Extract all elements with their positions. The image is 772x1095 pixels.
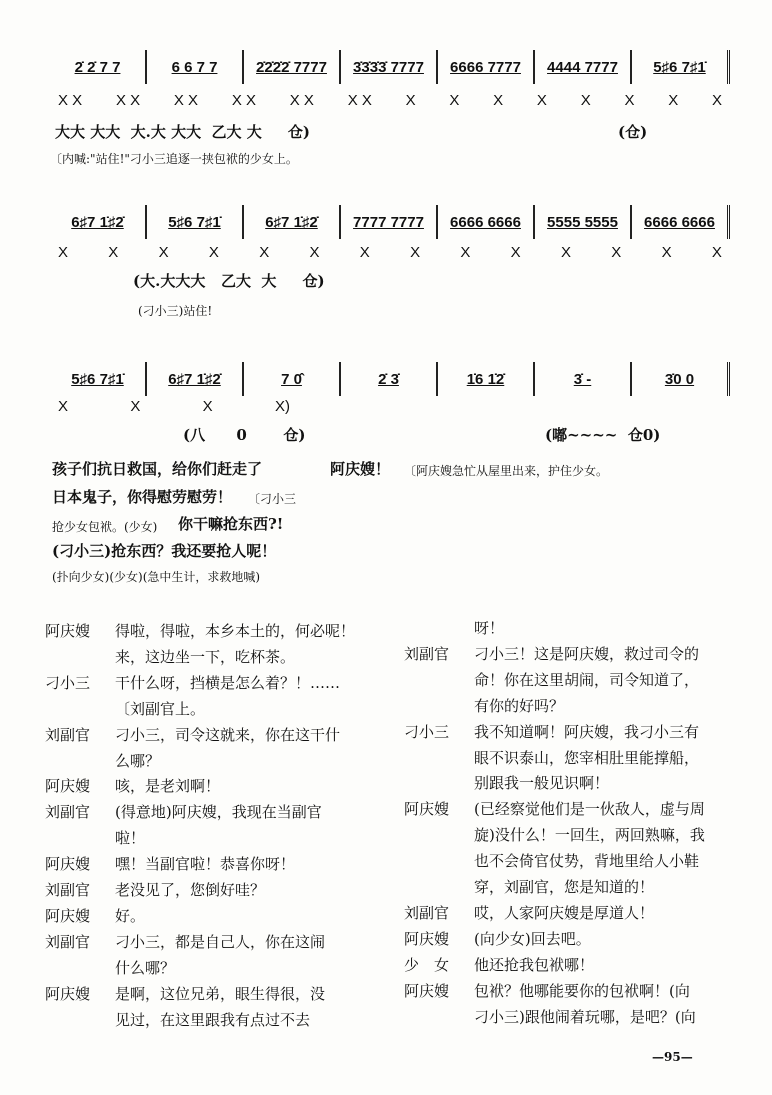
dialogue-text: 哎，人家阿庆嫂是厚道人！ bbox=[474, 903, 655, 922]
measure: 6666 6666 bbox=[438, 205, 535, 239]
percussion-end-3: (嘟~~~~ 仓0) bbox=[545, 426, 661, 444]
dialogue-line bbox=[45, 774, 355, 800]
call-stage-direction: 〔阿庆嫂急忙从屋里出来，护住少女。 bbox=[404, 464, 609, 478]
dialogue-text: 刁小三)跟他闹着玩哪，是吧？(向 bbox=[474, 1007, 696, 1026]
dialogue-line bbox=[45, 956, 355, 982]
beat-mark: X X bbox=[173, 91, 199, 109]
speaker-name bbox=[404, 746, 474, 772]
dialogue-text: 命！你在这里胡闹，司令知道了， bbox=[474, 670, 700, 689]
speaker-name: 刁小三 bbox=[45, 673, 91, 692]
speaker-name: 刘副官 bbox=[404, 644, 450, 663]
dialogue-text: 嘿！当副官啦！恭喜你呀！ bbox=[115, 855, 296, 874]
dialogue-text: 我不知道啊！阿庆嫂，我刁小三有 bbox=[474, 722, 700, 741]
speaker-name bbox=[45, 1008, 115, 1034]
measure: 2̇ 2̇ 7 7 bbox=[50, 50, 147, 84]
dialogue-line bbox=[45, 800, 355, 826]
dialogue-text: 么哪？ bbox=[115, 751, 161, 770]
beat-mark: X bbox=[309, 243, 320, 261]
dialogue-line bbox=[404, 901, 705, 927]
beat-mark: X bbox=[259, 243, 270, 261]
notes-row-2 bbox=[50, 205, 730, 239]
measure: 3̇ - bbox=[535, 362, 632, 396]
speaker-name bbox=[404, 771, 474, 797]
measure: 6♯7 1̇♯2̇ bbox=[50, 205, 147, 239]
measure: 6666 7777 bbox=[438, 50, 535, 84]
dialogue-text: 咳，是老刘啊！ bbox=[115, 777, 221, 796]
speaker-name: 刘副官 bbox=[45, 881, 91, 900]
measure: 6♯7 1̇♯2̇ bbox=[244, 205, 341, 239]
dialogue-text: 好。 bbox=[115, 906, 146, 925]
beat-mark: X bbox=[611, 243, 622, 261]
dialogue-line bbox=[45, 723, 355, 749]
beat-mark: X bbox=[58, 397, 69, 415]
percussion-line-1: 大大 大大 大.大 大大 乙大 大 仓) bbox=[55, 123, 310, 141]
dialogue-line bbox=[404, 927, 705, 953]
speaker-name bbox=[45, 645, 115, 671]
speaker-name bbox=[404, 616, 474, 642]
beat-mark: X X bbox=[289, 91, 314, 109]
beat-mark: X bbox=[410, 243, 421, 261]
dialogue-text: 啦！ bbox=[115, 829, 146, 848]
measure: 2̇2̇2̇2̇ 7777 bbox=[244, 50, 341, 84]
speaker-name bbox=[404, 668, 474, 694]
dialogue-line bbox=[45, 1008, 355, 1034]
speaker-name: 阿庆嫂 bbox=[404, 981, 450, 1000]
speaker-name: 阿庆嫂 bbox=[45, 984, 91, 1003]
lyric-note-1: 〔刁小三 bbox=[248, 492, 297, 506]
measure: 5♯6 7♯1̇ bbox=[147, 205, 244, 239]
speaker-name: 阿庆嫂 bbox=[45, 855, 91, 874]
beat-row-3 bbox=[50, 396, 290, 416]
dialogue-text: 也不会倚官仗势，背地里给人小鞋 bbox=[474, 852, 700, 871]
dialogue-line bbox=[45, 878, 355, 904]
beat-mark: X bbox=[202, 397, 213, 415]
speaker-name bbox=[404, 823, 474, 849]
dialogue-line bbox=[404, 668, 705, 694]
speaker-name: 阿庆嫂 bbox=[404, 800, 450, 819]
dialogue-line bbox=[404, 642, 705, 668]
beat-mark: X bbox=[58, 243, 69, 261]
dialogue-text: 眼不识泰山，您宰相肚里能撑船， bbox=[474, 748, 700, 767]
dialogue-text: (得意地)阿庆嫂，我现在当副官 bbox=[115, 803, 322, 822]
lyric-note-3: (扑向少女)(少女)(急中生计，求救地喊) bbox=[52, 570, 261, 584]
beat-mark: X) bbox=[274, 397, 290, 415]
dialogue-line bbox=[45, 645, 355, 671]
dialogue-line bbox=[45, 697, 355, 723]
speaker-name bbox=[404, 694, 474, 720]
beat-mark: X bbox=[130, 397, 141, 415]
dialogue-text: 刁小三！这是阿庆嫂，救过司令的 bbox=[474, 644, 700, 663]
beat-mark: X bbox=[668, 91, 679, 109]
beat-mark: X bbox=[536, 91, 547, 109]
dialogue-text: 别跟我一般见识啊！ bbox=[474, 774, 610, 793]
dialogue-text: 〔刘副官上。 bbox=[115, 699, 206, 718]
speaker-name: 少 女 bbox=[404, 955, 450, 974]
measure: 7777 7777 bbox=[341, 205, 438, 239]
measure: 3̇3̇3̇3̇ 7777 bbox=[341, 50, 438, 84]
measure: 6666 6666 bbox=[632, 205, 730, 239]
dialogue-line bbox=[45, 749, 355, 775]
measure: 5555 5555 bbox=[535, 205, 632, 239]
measure: 4444 7777 bbox=[535, 50, 632, 84]
percussion-line-2: (大.大大大 乙大 大 仓) bbox=[133, 272, 325, 290]
dialogue-text: (已经察觉他们是一伙敌人，虚与周 bbox=[474, 800, 705, 819]
beat-mark: X bbox=[624, 91, 635, 109]
beat-mark: X bbox=[711, 243, 722, 261]
dialogue-text: 包袱？他哪能要你的包袱啊！(向 bbox=[474, 981, 690, 1000]
dialogue-text: 刁小三，司令这就来，你在这干什 bbox=[115, 725, 341, 744]
measure: 5♯6 7♯1̇ bbox=[50, 362, 147, 396]
dialogue-line bbox=[404, 616, 705, 642]
notes-row-1 bbox=[50, 50, 730, 84]
lyric-line-3: (刁小三)抢东西？我还要抢人呢！ bbox=[52, 542, 277, 560]
dialogue-line bbox=[404, 694, 705, 720]
dialogue-text: 干什么呀，挡横是怎么着？！…… bbox=[115, 673, 341, 692]
beat-mark: X X bbox=[231, 91, 256, 109]
notes-row-3 bbox=[50, 362, 730, 396]
stage-direction-1: 〔内喊:"站住!"刁小三追逐一挟包袱的少女上。 bbox=[50, 152, 298, 166]
speaker-name bbox=[404, 849, 474, 875]
speaker-name: 刘副官 bbox=[45, 803, 91, 822]
dialogue-line bbox=[404, 746, 705, 772]
dialogue-text: 来，这边坐一下，吃杯茶。 bbox=[115, 647, 296, 666]
dialogue-text: 得啦，得啦，本乡本土的，何必呢！ bbox=[115, 622, 356, 640]
dialogue-line bbox=[45, 852, 355, 878]
dialogue-text: 老没见了，您倒好哇？ bbox=[115, 881, 266, 900]
dialogue-line bbox=[45, 826, 355, 852]
dialogue-line bbox=[45, 982, 355, 1008]
dialogue-text: 见过，在这里跟我有点过不去 bbox=[115, 1010, 311, 1029]
speaker-name: 刘副官 bbox=[45, 932, 91, 951]
speaker-name bbox=[404, 1005, 474, 1031]
dialogue-line bbox=[45, 904, 355, 930]
beat-mark: X bbox=[661, 243, 672, 261]
dialogue-text: 呀！ bbox=[474, 619, 505, 637]
percussion-line-3: (八 0 仓) bbox=[183, 426, 306, 444]
speaker-name: 阿庆嫂 bbox=[45, 906, 91, 925]
dialogue-right-column bbox=[404, 616, 705, 1031]
call-out: 阿庆嫂！ bbox=[330, 460, 391, 478]
dialogue-text: 他还抢我包袱哪！ bbox=[474, 955, 595, 974]
lyric-line-1: 孩子们抗日救国，给你们赶走了 bbox=[52, 460, 263, 478]
speaker-name bbox=[45, 826, 115, 852]
dialogue-text: 穿，刘副官，您是知道的！ bbox=[474, 878, 655, 897]
beat-mark: X bbox=[460, 243, 471, 261]
page-number: —95— bbox=[652, 1050, 693, 1064]
dialogue-text: 刁小三，都是自己人，你在这闹 bbox=[115, 932, 326, 951]
dialogue-line bbox=[404, 771, 705, 797]
dialogue-left-column bbox=[45, 619, 355, 1034]
speaker-name bbox=[45, 697, 115, 723]
speaker-name: 刘副官 bbox=[45, 725, 91, 744]
dialogue-line bbox=[404, 823, 705, 849]
dialogue-line bbox=[404, 849, 705, 875]
beat-mark: X bbox=[580, 91, 591, 109]
lyric-line-2b: 你干嘛抢东西?! bbox=[178, 515, 284, 533]
beat-mark: X bbox=[359, 243, 370, 261]
measure: 1̇6 1̇2̇ bbox=[438, 362, 535, 396]
lyric-note-2: 抢少女包袱。(少女) bbox=[52, 520, 158, 534]
beat-mark: X bbox=[560, 243, 571, 261]
speaker-name: 阿庆嫂 bbox=[45, 777, 91, 796]
dialogue-line bbox=[45, 671, 355, 697]
beat-mark: X bbox=[208, 243, 219, 261]
beat-mark: X bbox=[405, 91, 416, 109]
dialogue-text: 旋)没什么！一回生，两回熟嘛，我 bbox=[474, 826, 705, 845]
dialogue-line bbox=[404, 720, 705, 746]
dialogue-text: 什么哪？ bbox=[115, 958, 176, 977]
dialogue-line bbox=[404, 797, 705, 823]
beat-mark: X X bbox=[115, 91, 141, 109]
speaker-name: 阿庆嫂 bbox=[45, 622, 91, 640]
speaker-name bbox=[45, 749, 115, 775]
speaker-name: 刁小三 bbox=[404, 722, 450, 741]
dialogue-text: 是啊，这位兄弟，眼生得很，没 bbox=[115, 984, 326, 1003]
dialogue-text: 有你的好吗？ bbox=[474, 696, 565, 715]
beat-mark: X bbox=[493, 91, 504, 109]
speaker-name: 阿庆嫂 bbox=[404, 929, 450, 948]
beat-mark: X bbox=[510, 243, 521, 261]
dialogue-text: (向少女)回去吧。 bbox=[474, 929, 591, 948]
beat-mark: X bbox=[449, 91, 460, 109]
beat-row-1 bbox=[50, 90, 730, 110]
speaker-name bbox=[45, 956, 115, 982]
measure: 3̇0 0 bbox=[632, 362, 730, 396]
measure: 7 0̂ bbox=[244, 362, 341, 396]
stage-direction-2: (刁小三)站住! bbox=[138, 304, 213, 318]
beat-row-2 bbox=[50, 242, 730, 262]
dialogue-line bbox=[404, 875, 705, 901]
measure: 6 6 7 7 bbox=[147, 50, 244, 84]
beat-mark: X X bbox=[58, 91, 83, 109]
speaker-name bbox=[404, 875, 474, 901]
dialogue-line bbox=[45, 930, 355, 956]
measure: 2̇ 3̇ bbox=[341, 362, 438, 396]
measure: 6♯7 1̇♯2̇ bbox=[147, 362, 244, 396]
dialogue-line bbox=[404, 979, 705, 1005]
dialogue-line bbox=[404, 953, 705, 979]
measure: 5♯6 7♯1̇ bbox=[632, 50, 730, 84]
speaker-name: 刘副官 bbox=[404, 903, 450, 922]
dialogue-line bbox=[404, 1005, 705, 1031]
beat-mark: X bbox=[108, 243, 119, 261]
lyric-line-2: 日本鬼子，你得慰劳慰劳！ bbox=[52, 488, 233, 506]
dialogue-line bbox=[45, 619, 355, 645]
percussion-end-1: (仓) bbox=[618, 123, 648, 141]
beat-mark: X X bbox=[347, 91, 372, 109]
beat-mark: X bbox=[158, 243, 169, 261]
beat-mark: X bbox=[711, 91, 722, 109]
